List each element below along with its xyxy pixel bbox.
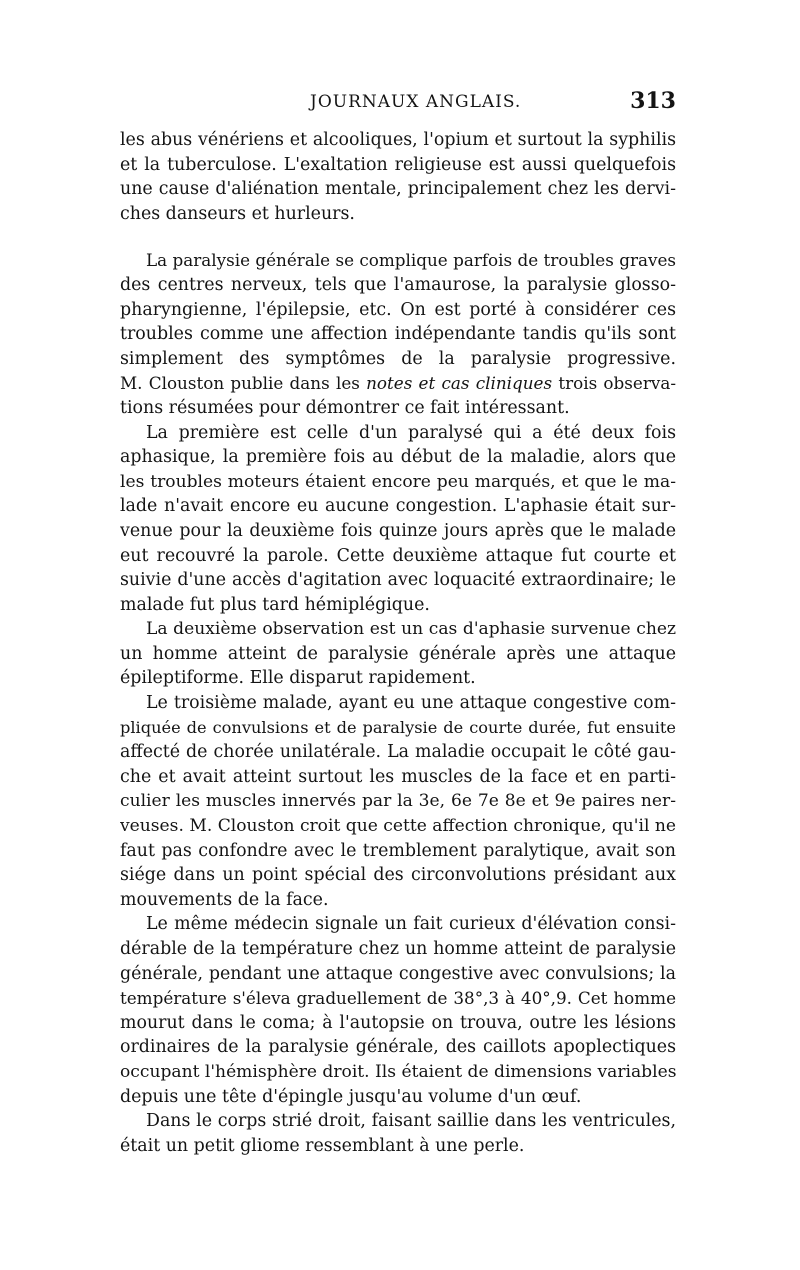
text-line: che et avait atteint surtout les muscles de la face et en parti- bbox=[120, 766, 676, 787]
text-segment: M. Clouston publie dans les bbox=[120, 373, 367, 394]
text-line: malade fut plus tard hémiplégique. bbox=[120, 594, 430, 615]
text-line: dérable de la température chez un homme atteint de paralysie bbox=[120, 939, 676, 959]
text-line: pliquée de convulsions et de paralysie de courte durée, fut ensuite bbox=[120, 717, 676, 737]
text-line: suivie d'une accès d'agitation avec loquacité extraordinaire; le bbox=[120, 570, 676, 591]
text-line: aphasique, la première fois au début de la maladie, alors que bbox=[120, 447, 676, 468]
text-line: mourut dans le coma; à l'autopsie on trouva, outre les lésions bbox=[120, 1012, 676, 1033]
text-line: Le troisième malade, ayant eu une attaque congestive com- bbox=[146, 693, 676, 714]
text-line: depuis une tête d'épingle jusqu'au volume d'un œuf. bbox=[120, 1086, 582, 1107]
text-line: veuses. M. Clouston croit que cette affection chronique, qu'il ne bbox=[120, 816, 676, 837]
italic-title: notes et cas cliniques bbox=[366, 373, 553, 394]
text-line: tions résumées pour démontrer ce fait intéressant. bbox=[120, 397, 570, 418]
text-line: et la tuberculose. L'exaltation religieuse est aussi quelquefois bbox=[120, 154, 676, 175]
text-line: épileptiforme. Elle disparut rapidement. bbox=[120, 668, 476, 689]
text-line: ordinaires de la paralysie générale, des caillots apoplectiques bbox=[120, 1037, 676, 1058]
text-line: lade n'avait encore eu aucune congestion. L'aphasie était sur- bbox=[120, 496, 676, 517]
text-line: faut pas confondre avec le tremblement paralytique, avait son bbox=[120, 840, 676, 861]
text-line: culier les muscles innervés par la 3e, 6e 7e 8e et 9e paires ner- bbox=[120, 791, 676, 812]
text-segment: trois observa- bbox=[552, 373, 676, 394]
text-line: pharyngienne, l'épilepsie, etc. On est porté à considérer ces bbox=[120, 299, 676, 320]
text-line: troubles comme une affection indépendante tandis qu'ils sont bbox=[120, 324, 676, 345]
text-line: mouvements de la face. bbox=[120, 889, 329, 910]
text-line bbox=[120, 371, 676, 396]
text-line: une cause d'aliénation mentale, principalement chez les dervi- bbox=[120, 179, 676, 200]
text-line: La deuxième observation est un cas d'aphasie survenue chez bbox=[146, 619, 676, 640]
text-line: les troubles moteurs étaient encore peu marqués, et que le ma- bbox=[120, 471, 676, 492]
text-line: Le même médecin signale un fait curieux d'élévation consi- bbox=[146, 914, 676, 935]
page-number: 313 bbox=[630, 88, 676, 114]
text-line: un homme atteint de paralysie générale après une attaque bbox=[120, 643, 676, 664]
text-line: générale, pendant une attaque congestive avec convulsions; la bbox=[120, 963, 676, 984]
text-line: siége dans un point spécial des circonvolutions présidant aux bbox=[120, 865, 676, 886]
text-line: simplement des symptômes de la paralysie progressive. bbox=[120, 348, 676, 369]
running-head bbox=[120, 88, 676, 116]
body-text bbox=[120, 128, 676, 1158]
text-line: ches danseurs et hurleurs. bbox=[120, 203, 355, 224]
text-line: Dans le corps strié droit, faisant saillie dans les ventricules, bbox=[146, 1111, 676, 1132]
text-line: des centres nerveux, tels que l'amaurose, la paralysie glosso- bbox=[120, 274, 676, 295]
text-line: était un petit gliome ressemblant à une perle. bbox=[120, 1135, 525, 1156]
paragraph-gap bbox=[120, 226, 676, 248]
text-line: eut recouvré la parole. Cette deuxième attaque fut courte et bbox=[120, 545, 676, 566]
text-line: affecté de chorée unilatérale. La maladie occupait le côté gau- bbox=[120, 742, 676, 763]
text-line: les abus vénériens et alcooliques, l'opium et surtout la syphilis bbox=[120, 130, 676, 150]
text-line: La première est celle d'un paralysé qui a été deux fois bbox=[146, 422, 676, 443]
text-line: occupant l'hémisphère droit. Ils étaient de dimensions variables bbox=[120, 1061, 676, 1082]
text-line: venue pour la deuxième fois quinze jours après que le malade bbox=[120, 520, 676, 541]
text-line: La paralysie générale se complique parfois de troubles graves bbox=[146, 250, 676, 271]
text-line: température s'éleva graduellement de 38°,3 à 40°,9. Cet homme bbox=[120, 988, 676, 1009]
running-title: JOURNAUX ANGLAIS. bbox=[310, 92, 522, 112]
